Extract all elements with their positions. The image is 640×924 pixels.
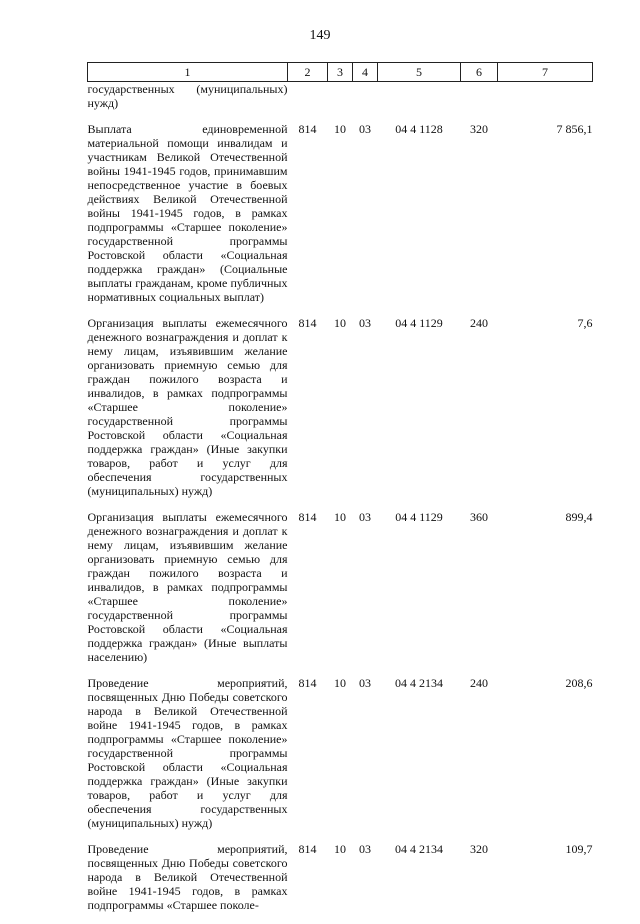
page-number: 149 — [309, 28, 331, 43]
row-expense-type: 240 — [470, 676, 488, 690]
row-section — [328, 82, 353, 123]
header-col-2: 2 — [288, 63, 328, 82]
row-subsection — [353, 82, 378, 123]
row-section: 10 — [334, 316, 346, 330]
header-col-6: 6 — [461, 63, 498, 82]
row-target-article: 04 4 2134 — [395, 676, 443, 690]
row-section: 10 — [334, 122, 346, 136]
header-col-5: 5 — [378, 63, 461, 82]
row-subsection: 03 — [359, 122, 371, 136]
row-target-article — [378, 82, 461, 123]
row-description: Выплата единовременной материальной помощи инвалидам и участникам Великой Отечественной войны 1941-1945 годов, принимавшим непосредственное участие в боевых действиях Великой Отечественной войны 1941-1945 годов, в рамках подпрограммы «Старшее поколение» государственной программы Ростовской области «Социальная поддержка граждан» (Социальные выплаты гражданам, кроме публичных нормативных социальных выплат) — [87, 122, 288, 304]
table-row — [88, 122, 593, 316]
row-ministry-code — [288, 82, 328, 123]
row-description: Организация выплаты ежемесячного денежного вознаграждения и доплат к нему лицам, изъявившим желание организовать приемную семью для граждан пожилого возраста и инвалидов, в рамках подпрограммы «Старшее поколение» государственной программы Ростовской области «Социальная поддержка граждан» (Иные выплаты населению) — [87, 510, 288, 664]
row-expense-type: 320 — [470, 842, 488, 856]
row-expense-type: 240 — [470, 316, 488, 330]
row-subsection: 03 — [359, 510, 371, 524]
row-section: 10 — [334, 510, 346, 524]
row-expense-type — [461, 82, 498, 123]
row-subsection: 03 — [359, 316, 371, 330]
header-col-7: 7 — [498, 63, 593, 82]
row-description: Проведение мероприятий, посвященных Дню Победы советского народа в Великой Отечественной войне 1941-1945 годов, в рамках подпрограммы «Старшее поколе- — [87, 842, 288, 912]
row-ministry-code: 814 — [298, 316, 317, 330]
row-target-article: 04 4 1128 — [395, 122, 443, 136]
header-col-4: 4 — [353, 63, 378, 82]
row-amount: 109,7 — [565, 842, 593, 856]
row-ministry-code: 814 — [298, 510, 317, 524]
row-expense-type: 320 — [470, 122, 488, 136]
row-amount: 899,4 — [565, 510, 593, 524]
header-col-1: 1 — [88, 63, 288, 82]
header-col-3: 3 — [328, 63, 353, 82]
table-row — [88, 676, 593, 842]
row-target-article: 04 4 2134 — [395, 842, 443, 856]
row-ministry-code: 814 — [298, 676, 317, 690]
row-section: 10 — [334, 676, 346, 690]
row-description: государственных (муниципальных) нужд) — [87, 82, 288, 110]
row-amount: 208,6 — [565, 676, 593, 690]
row-amount — [498, 82, 593, 123]
table-row — [88, 510, 593, 676]
budget-table — [87, 62, 593, 924]
row-amount: 7,6 — [577, 316, 593, 330]
header-row — [88, 63, 593, 82]
row-subsection: 03 — [359, 676, 371, 690]
row-expense-type: 360 — [470, 510, 488, 524]
row-amount: 7 856,1 — [556, 122, 593, 136]
row-section: 10 — [334, 842, 346, 856]
table-row — [88, 316, 593, 510]
table-row — [88, 842, 593, 924]
row-target-article: 04 4 1129 — [395, 316, 443, 330]
row-description: Проведение мероприятий, посвященных Дню Победы советского народа в Великой Отечественной войне 1941-1945 годов, в рамках подпрограммы «Старшее поколение» государственной программы Ростовской области «Социальная поддержка граждан» (Иные закупки товаров, работ и услуг для обеспечения государственных (муниципальных) нужд) — [87, 676, 288, 830]
row-subsection: 03 — [359, 842, 371, 856]
row-ministry-code: 814 — [298, 842, 317, 856]
row-ministry-code: 814 — [298, 122, 317, 136]
row-target-article: 04 4 1129 — [395, 510, 443, 524]
row-description: Организация выплаты ежемесячного денежного вознаграждения и доплат к нему лицам, изъявившим желание организовать приемную семью для граждан пожилого возраста и инвалидов, в рамках подпрограммы «Старшее поколение» государственной программы Ростовской области «Социальная поддержка граждан» (Иные закупки товаров, работ и услуг для обеспечения государственных (муниципальных) нужд) — [87, 316, 288, 498]
table-row — [88, 82, 593, 123]
